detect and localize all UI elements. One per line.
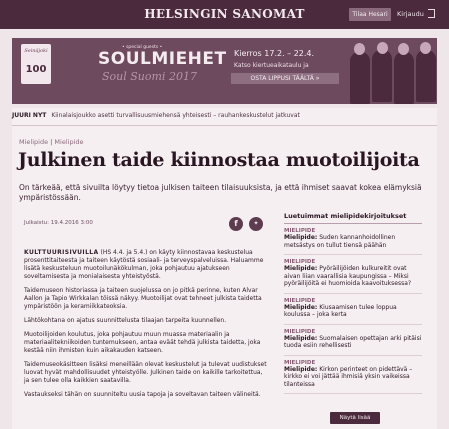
sidebar-item[interactable] — [284, 325, 422, 356]
sidebar-item-text[interactable]: Suden kannanhoidollinen metsästys on tullut tiensä päähän — [284, 234, 396, 249]
paragraph-text: Taidemuseokäsitteen lisäksi meneillään olevat keskustelut ja tulevat uudistukset luovat hyvät mahdollisuudet yhteistyölle. Julkinen taide on kaikille tarkoitettua, ja sen tulee olla kaikkien saatavilla. — [24, 361, 267, 384]
ad-title: SOULMIEHET — [98, 49, 227, 69]
paragraph-text: Muotoilijoiden koulutus, joka pohjautuu muun muassa materiaalin ja materiaalitekniikoiden tuntemukseen, antaa eväät tehdä julkista taidetta, joka kestää niin ihmisten kuin aikakauden katseen. — [24, 331, 261, 354]
sidebar-item-lead: Mielipide: — [284, 334, 318, 342]
sidebar-item[interactable] — [284, 255, 422, 294]
sidebar-item-text[interactable]: Pyöräilijöiden kulkureitit ovat aivan liian vaarallisia kaupungissa – Miksi pyöräilijöitä ei huomioida kaavoituksessa? — [284, 265, 412, 287]
article-body — [24, 249, 269, 405]
publish-date: Julkaistu: 19.4.2016 3:00 — [24, 220, 93, 226]
category-link[interactable]: Mielipide — [19, 138, 49, 146]
ad-dates: Kierros 17.2. – 22.4. — [234, 49, 315, 58]
ad-info: Katso kiertueaikataulu ja — [234, 62, 309, 69]
most-read-sidebar — [284, 212, 422, 394]
twitter-share-icon[interactable]: ✦ — [249, 217, 263, 231]
sidebar-item[interactable] — [284, 294, 422, 325]
sidebar-item-category: MIELIPIDE — [284, 359, 316, 366]
show-more-button[interactable]: Näytä lisää — [330, 412, 380, 424]
article-paragraph — [24, 249, 269, 281]
article-paragraph — [24, 287, 269, 311]
sidebar-item[interactable] — [284, 356, 422, 395]
login-link[interactable]: Kirjaudu — [397, 10, 424, 18]
article-paragraph — [24, 317, 269, 325]
divider — [12, 125, 437, 126]
article-paragraph — [24, 391, 269, 399]
sidebar-item-lead: Mielipide: — [284, 303, 318, 311]
sidebar-item-lead: Mielipide: — [284, 234, 318, 241]
article-category: Mielipide | Mielipide — [19, 138, 84, 146]
login-door-icon[interactable] — [428, 9, 435, 18]
sidebar-item-text[interactable]: Kirkon perinteet on pidettävä – kirkko ei voi jättää ihmisiä yksin vaikeissa tilanteissa — [284, 365, 413, 388]
ad-logo-text: Seinäjoki — [24, 48, 48, 54]
ad-subtitle: Soul Suomi 2017 — [102, 70, 197, 83]
sidebar-item-text[interactable]: Kiusaamisen tulee loppua koulussa – joka kerta — [284, 303, 397, 318]
breaking-news-label: JUURI NYT — [12, 112, 47, 119]
paragraph-text: Lähtökohtana on ajatus suunnittelusta tilaajan tarpeita kuunnellen. — [24, 317, 227, 324]
ad-cta-button[interactable]: OSTA LIPPUSI TÄÄLTÄ » — [231, 73, 339, 84]
breaking-news-bar[interactable] — [12, 112, 437, 122]
ad-pretitle: • special guests • — [122, 45, 163, 50]
sidebar-item-category: MIELIPIDE — [284, 259, 316, 265]
article-paragraph — [24, 361, 269, 385]
breaking-news-text[interactable]: Kiinalaisjoukko asetti turvallisuusmiehensä yhteisesti – rauhankeskustelut jatkuvat — [51, 112, 300, 119]
paragraph-kicker: KULTTUURISIVUILLA — [24, 249, 99, 256]
sidebar-item-text[interactable]: Suomalaisen opettajan arki pitäisi tuoda esiin rehellisesti — [284, 334, 422, 349]
advertisement-banner[interactable] — [12, 38, 437, 104]
article-lede: On tärkeää, että sivuilta löytyy tietoa julkisen taiteen tilaisuuksista, ja että ihmiset saavat kokea elämyksiä ympäristössään. — [19, 183, 422, 202]
site-logo[interactable]: HELSINGIN SANOMAT — [144, 7, 305, 21]
sidebar-item-lead: Mielipide: — [284, 365, 318, 373]
article-paragraph — [24, 331, 269, 355]
sidebar-item-lead: Mielipide: — [284, 265, 318, 272]
subscribe-button[interactable]: Tilaa Hesari — [349, 8, 391, 21]
sidebar-title: Luetuimmat mielipidekirjoitukset — [284, 212, 422, 224]
ad-logo-number: 100 — [25, 64, 47, 75]
sidebar-item-category: MIELIPIDE — [284, 328, 316, 335]
sidebar-item[interactable] — [284, 224, 422, 255]
sidebar-item-category: MIELIPIDE — [284, 228, 316, 234]
sidebar-item-category: MIELIPIDE — [284, 297, 316, 304]
article-title: Julkinen taide kiinnostaa muotoilijoita — [18, 149, 420, 171]
paragraph-text: Vastaukseksi tähän on suunniteltu uusia tapoja ja soveltavan taiteen välineitä. — [24, 391, 261, 398]
subcategory-link[interactable]: Mielipide — [54, 138, 84, 146]
facebook-share-icon[interactable]: f — [229, 217, 243, 231]
ad-logo — [21, 44, 51, 84]
top-navigation-bar — [0, 0, 449, 29]
paragraph-text: Taidemuseon historiassa ja taiteen suojelussa on jo pitkä perinne, kuten Alvar Aallon ja Tapio Wirkkalan töissä näkyy. Muotoilijat ovat tehneet julkista taidetta ympäristöön ja keramiikkateoksia. — [24, 287, 262, 310]
paragraph-text: (HS 4.4. ja 5.4.) on käyty kiinnostavaa keskustelua prosenttitaiteesta ja taiteen käytöstä sosiaali- ja terveyspalveluissa. Haluamme lisätä keskusteluun muotoilunäkökulman, joka pohjautuu ajatukseen soveltamisesta ja monialaisesta yhteistyöstä. — [24, 249, 264, 280]
